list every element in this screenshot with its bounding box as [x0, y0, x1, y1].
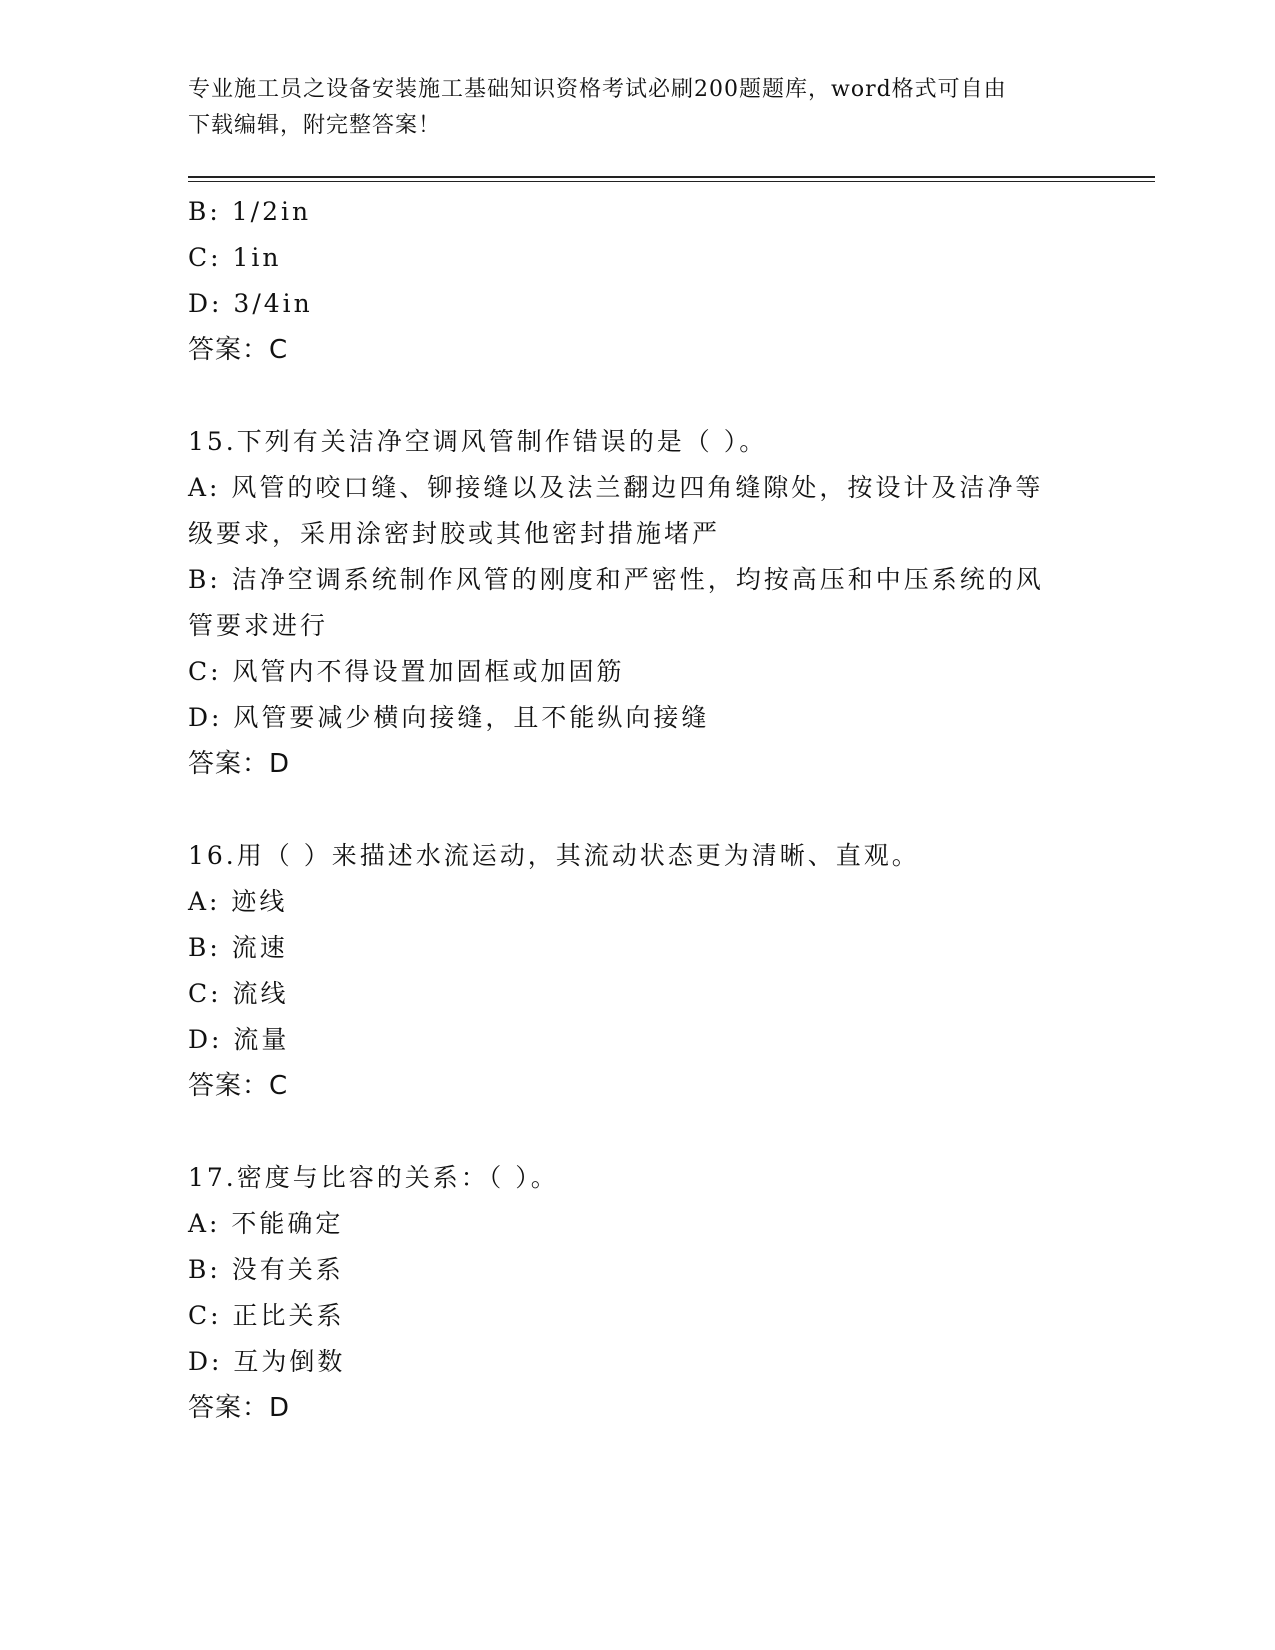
- option-b: B: 1/2in: [188, 197, 312, 226]
- option-a: A: 迹线: [188, 887, 288, 916]
- question-block-17: [188, 1155, 1088, 1431]
- option-c: C: 正比关系: [188, 1301, 345, 1330]
- question-block-15: [188, 419, 1088, 787]
- answer-line: 答案：C: [188, 1071, 289, 1101]
- option-b: B: 流速: [188, 933, 288, 962]
- header-divider-thin: [188, 181, 1155, 182]
- option-d: D: 互为倒数: [188, 1347, 346, 1376]
- question-stem: 16.用（ ）来描述水流运动，其流动状态更为清晰、直观。: [188, 841, 920, 870]
- question-block-16: [188, 833, 1088, 1109]
- option-a: A: 风管的咬口缝、铆接缝以及法兰翻边四角缝隙处，按设计及洁净等: [188, 473, 1044, 502]
- option-a: A: 不能确定: [188, 1209, 344, 1238]
- answer-line: 答案：D: [188, 1393, 291, 1423]
- prev-question-block: [188, 189, 1088, 373]
- question-stem: 17.密度与比容的关系：（ ）。: [188, 1163, 559, 1192]
- option-b-continued: 管要求进行: [188, 611, 329, 640]
- option-c: C: 1in: [188, 243, 282, 272]
- option-d: D: 3/4in: [188, 289, 313, 318]
- question-content: [188, 189, 1088, 1431]
- answer-line: 答案：C: [188, 335, 289, 365]
- option-d: D: 风管要减少横向接缝，且不能纵向接缝: [188, 703, 710, 732]
- question-stem: 15.下列有关洁净空调风管制作错误的是（ ）。: [188, 427, 768, 456]
- option-b: B: 没有关系: [188, 1255, 344, 1284]
- option-c: C: 流线: [188, 979, 289, 1008]
- option-a-continued: 级要求，采用涂密封胶或其他密封措施堵严: [188, 519, 721, 548]
- header-line-2: 下载编辑，附完整答案！: [188, 113, 442, 138]
- document-header: [188, 72, 1088, 144]
- header-line-1: 专业施工员之设备安装施工基础知识资格考试必刷200题题库，word格式可自由: [188, 77, 1007, 102]
- answer-line: 答案：D: [188, 749, 291, 779]
- option-b: B: 洁净空调系统制作风管的刚度和严密性，均按高压和中压系统的风: [188, 565, 1044, 594]
- option-c: C: 风管内不得设置加固框或加固筋: [188, 657, 625, 686]
- header-divider-thick: [188, 176, 1155, 178]
- option-d: D: 流量: [188, 1025, 290, 1054]
